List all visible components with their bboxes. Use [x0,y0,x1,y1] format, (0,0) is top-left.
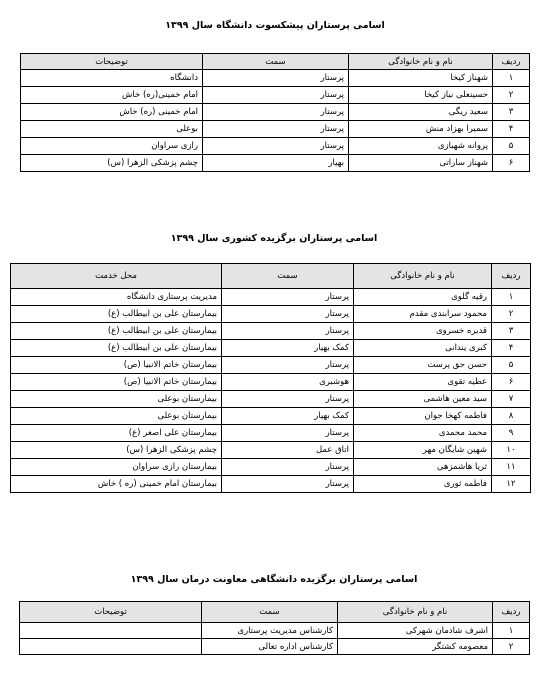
table-header-row [11,264,531,289]
cell-name: محمود سرابندی مقدم [354,306,492,323]
cell-notes: چشم پزشکی الزهرا (س) [11,442,222,459]
cell-name: حسن حق پرست [354,357,492,374]
cell-position: پرستار [222,289,354,306]
table-row [11,425,531,442]
section3-title: اسامی پرستاران برگزیده دانشگاهی معاونت درمان سال ۱۳۹۹ [130,574,418,585]
table-row [11,340,531,357]
cell-position: کمک بهیار [222,408,354,425]
cell-notes: بیمارستان خاتم الانبیا (ص) [11,374,222,391]
cell-name: پروانه شهبازی [349,138,493,155]
cell-position: پرستار [222,306,354,323]
col-header-index: ردیف [493,54,530,70]
cell-index: ۱ [493,623,530,639]
col-header-position: سمت [202,602,338,623]
cell-position: پرستار [222,391,354,408]
cell-index: ۶ [492,374,531,391]
col-header-name: نام و نام خانوادگی [338,602,493,623]
cell-name: شهناز کیخا [349,70,493,87]
cell-position: پرستار [222,459,354,476]
cell-index: ۴ [492,340,531,357]
col-header-position: سمت [203,54,349,70]
table-row [21,70,530,87]
cell-index: ۱ [492,289,531,306]
cell-position: هوشبری [222,374,354,391]
cell-notes: بیمارستان علی بن ابیطالب (ع) [11,306,222,323]
table-row [11,442,531,459]
cell-position: پرستار [203,138,349,155]
cell-index: ۶ [493,155,530,172]
cell-notes: بیمارستان علی بن ابیطالب (ع) [11,340,222,357]
cell-position: پرستار [203,104,349,121]
cell-name: سمیرا بهزاد منش [349,121,493,138]
table-row [21,87,530,104]
cell-name: شهین شایگان مهر [354,442,492,459]
cell-position: کمک بهیار [222,340,354,357]
cell-name: شهناز ساراتی [349,155,493,172]
cell-index: ۱ [493,70,530,87]
cell-index: ۲ [493,87,530,104]
cell-position: اتاق عمل [222,442,354,459]
col-header-name: نام و نام خانوادگی [354,264,492,289]
cell-notes: بیمارستان بوعلی [11,408,222,425]
cell-position: پرستار [203,70,349,87]
cell-position: پرستار [203,121,349,138]
cell-index: ۲ [492,306,531,323]
cell-notes: امام خمینی(ره) خاش [21,87,203,104]
cell-notes: امام خمینی (ره) خاش [21,104,203,121]
table-row [11,323,531,340]
table-row [21,121,530,138]
col-header-name: نام و نام خانوادگی [349,54,493,70]
table-veteran-nurses [20,53,530,172]
cell-position: کارشناس مدیریت پرستاری [202,623,338,639]
cell-name: کبری یندانی [354,340,492,357]
cell-notes [20,639,202,655]
table-national-selected-nurses [10,263,531,493]
cell-notes: چشم پزشکی الزهرا (س) [21,155,203,172]
cell-index: ۷ [492,391,531,408]
col-header-position: سمت [222,264,354,289]
table-row [20,623,530,639]
cell-position: پرستار [222,476,354,493]
table-row [11,357,531,374]
cell-index: ۳ [493,104,530,121]
col-header-notes: توضیحات [21,54,203,70]
col-header-index: ردیف [492,264,531,289]
col-header-notes: توضیحات [20,602,202,623]
cell-position: پرستار [222,323,354,340]
cell-name: عطیه تقوی [354,374,492,391]
cell-name: معصومه کشتگر [338,639,493,655]
cell-name: فاطمه کهخا جوان [354,408,492,425]
cell-notes: بیمارستان امام خمینی (ره ) خاش [11,476,222,493]
cell-index: ۵ [492,357,531,374]
cell-index: ۲ [493,639,530,655]
table-row [11,306,531,323]
cell-index: ۳ [492,323,531,340]
cell-notes: بیمارستان علی اصغر (ع) [11,425,222,442]
table-row [11,476,531,493]
cell-index: ۸ [492,408,531,425]
cell-notes: دانشگاه [21,70,203,87]
table-university-selected-nurses [19,601,530,655]
table-row [11,289,531,306]
table-row [11,408,531,425]
cell-index: ۹ [492,425,531,442]
cell-index: ۱۰ [492,442,531,459]
table-header-row [21,54,530,70]
section1-title: اسامی پرستاران پیشکسوت دانشگاه سال ۱۳۹۹ [165,20,385,31]
section2-title: اسامی پرستاران برگزیده کشوری سال ۱۳۹۹ [170,233,378,244]
cell-name: حسینعلی نیاز کیخا [349,87,493,104]
cell-name: محمد محمدی [354,425,492,442]
cell-index: ۴ [493,121,530,138]
cell-index: ۵ [493,138,530,155]
cell-notes: بوعلی [21,121,203,138]
table-header-row [20,602,530,623]
cell-position: کارشناس اداره تعالی [202,639,338,655]
cell-notes: مدیریت پرستاری دانشگاه [11,289,222,306]
cell-name: رقیه گلوی [354,289,492,306]
cell-position: بهیار [203,155,349,172]
cell-name: قدیره خسروی [354,323,492,340]
cell-notes [20,623,202,639]
table-row [11,374,531,391]
cell-position: پرستار [222,357,354,374]
table-row [21,155,530,172]
cell-name: اشرف شادمان شهرکی [338,623,493,639]
cell-name: سعید ریگی [349,104,493,121]
cell-position: پرستار [222,425,354,442]
cell-notes: بیمارستان علی بن ابیطالب (ع) [11,323,222,340]
cell-name: ثریا هاشمزهی [354,459,492,476]
cell-notes: بیمارستان بوعلی [11,391,222,408]
col-header-index: ردیف [493,602,530,623]
cell-index: ۱۲ [492,476,531,493]
cell-position: پرستار [203,87,349,104]
table-row [21,138,530,155]
cell-name: سید معین هاشمی [354,391,492,408]
table-row [20,639,530,655]
cell-notes: رازی سراوان [21,138,203,155]
cell-index: ۱۱ [492,459,531,476]
col-header-workplace: محل خدمت [11,264,222,289]
cell-name: فاطمه ثوری [354,476,492,493]
table-row [11,459,531,476]
cell-notes: بیمارستان خاتم الانبیا (ص) [11,357,222,374]
table-row [21,104,530,121]
table-row [11,391,531,408]
cell-notes: بیمارستان رازی سراوان [11,459,222,476]
